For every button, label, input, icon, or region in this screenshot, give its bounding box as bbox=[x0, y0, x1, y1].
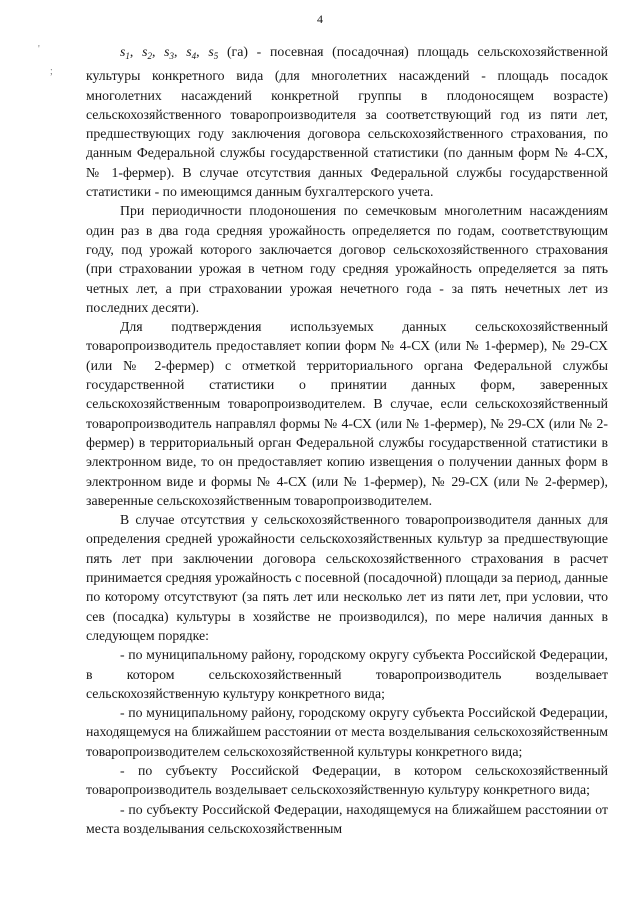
list-item: - по субъекту Российской Федерации, в котором сельскохозяйственный товаропроизводитель возделывает сельскохозяйственную культуру конкретного вида; bbox=[86, 762, 608, 798]
list-item: - по субъекту Российской Федерации, находящемуся на ближайшем расстоянии от места возделывания сельскохозяйственным bbox=[86, 801, 608, 836]
variable-s2: $s_2$ bbox=[142, 44, 152, 61]
paragraph-area-definition: $s_1$, $s_2$, $s_3$, $s_4$, $s_5$ (га) - посевная (посадочная) площадь сельскохозяйственной культуры конкретного вида (для многолетних насаждений - площадь посадок многолетних насаждений конкретной группы в плодоносящем возрасте) сельскохозяйственного товаропроизводителя за соответствующий год из пяти лет, предшествующих году заключения договора сельскохозяйственного страхования, по данным Федеральной службы государственной статистики (по данным форм № 4-СХ, № 1-фермер). В случае отсутствия данных Федеральной службы государственной статистики - по имеющимся данным бухгалтерского учета. bbox=[86, 44, 608, 200]
list-item: - по муниципальному району, городскому округу субъекта Российской Федерации, в котором сельскохозяйственный товаропроизводитель возделывает сельскохозяйственную культуру конкретного вида; bbox=[86, 647, 608, 701]
margin-mark: ; bbox=[50, 66, 53, 77]
list-item: - по муниципальному району, городскому округу субъекта Российской Федерации, находящемуся на ближайшем расстоянии от места возделывания сельскохозяйственным товаропроизводителем сельскохозяйственной культуры конкретного вида; bbox=[86, 705, 608, 759]
page-number: 4 bbox=[317, 12, 323, 26]
variable-s1: $s_1$ bbox=[120, 44, 130, 61]
paragraph-missing-data: В случае отсутствия у сельскохозяйственного товаропроизводителя данных для определения средней урожайности сельскохозяйственных культур за предшествующие пять лет при заключении договора сельскохозяйственного страхования в расчет принимается средняя урожайность с посевной (посадочной) площади за период, данные по которому отсутствуют (за пять лет или несколько лет из пяти лет, при условии, что сев (посадка) культуры в хозяйстве не производился), по мере наличия данных в следующем порядке: bbox=[86, 512, 608, 643]
variable-s3: $s_3$ bbox=[164, 44, 175, 61]
margin-mark: ' bbox=[38, 44, 40, 55]
paragraph-periodicity: При периодичности плодоношения по семечковым многолетним насаждениям один раз в два года средняя урожайность определяется по годам, соответствующим году, под урожай которого заключается договор сельскохозяйственного страхования (при страховании урожая в четном году средняя урожайность определяется за пять четных лет, а при страховании урожая нечетного года - за пять нечетных лет из последних десяти). bbox=[86, 203, 608, 315]
paragraph-area-definition-text: (га) - посевная (посадочная) площадь сельскохозяйственной культуры конкретного вида (для многолетних насаждений - площадь посадок многолетних насаждений конкретной группы в плодоносящем возрасте) сельскохозяйственного товаропроизводителя за соответствующий год из пяти лет, предшествующих году заключения договора сельскохозяйственного страхования, по данным Федеральной службы государственной статистики (по данным форм № 4-СХ, № 1-фермер). В случае отсутствия данных Федеральной службы государственной статистики - по имеющимся данным бухгалтерского учета. bbox=[86, 44, 608, 200]
document-body bbox=[86, 42, 608, 838]
variable-s5: $s_5$ bbox=[208, 44, 219, 61]
variable-s4: $s_4$ bbox=[186, 44, 197, 61]
paragraph-confirmation: Для подтверждения используемых данных сельскохозяйственный товаропроизводитель предоставляет копии форм № 4-СХ (или № 1-фермер), № 29-СХ (или № 2-фермер) с отметкой территориального органа Федеральной службы государственной статистики о принятии данных форм, заверенных сельскохозяйственным товаропроизводителем. В случае, если сельскохозяйственный товаропроизводитель направлял формы № 4-СХ (или № 1-фермер), № 29-СХ (или № 2-фермер) в территориальный орган Федеральной службы государственной статистики в электронном виде, то он предоставляет копию извещения о получении данных форм в электронном виде и формы № 4-СХ (или № 1-фермер), № 29-СХ (или № 2-фермер), заверенные сельскохозяйственным товаропроизводителем. bbox=[86, 319, 608, 508]
